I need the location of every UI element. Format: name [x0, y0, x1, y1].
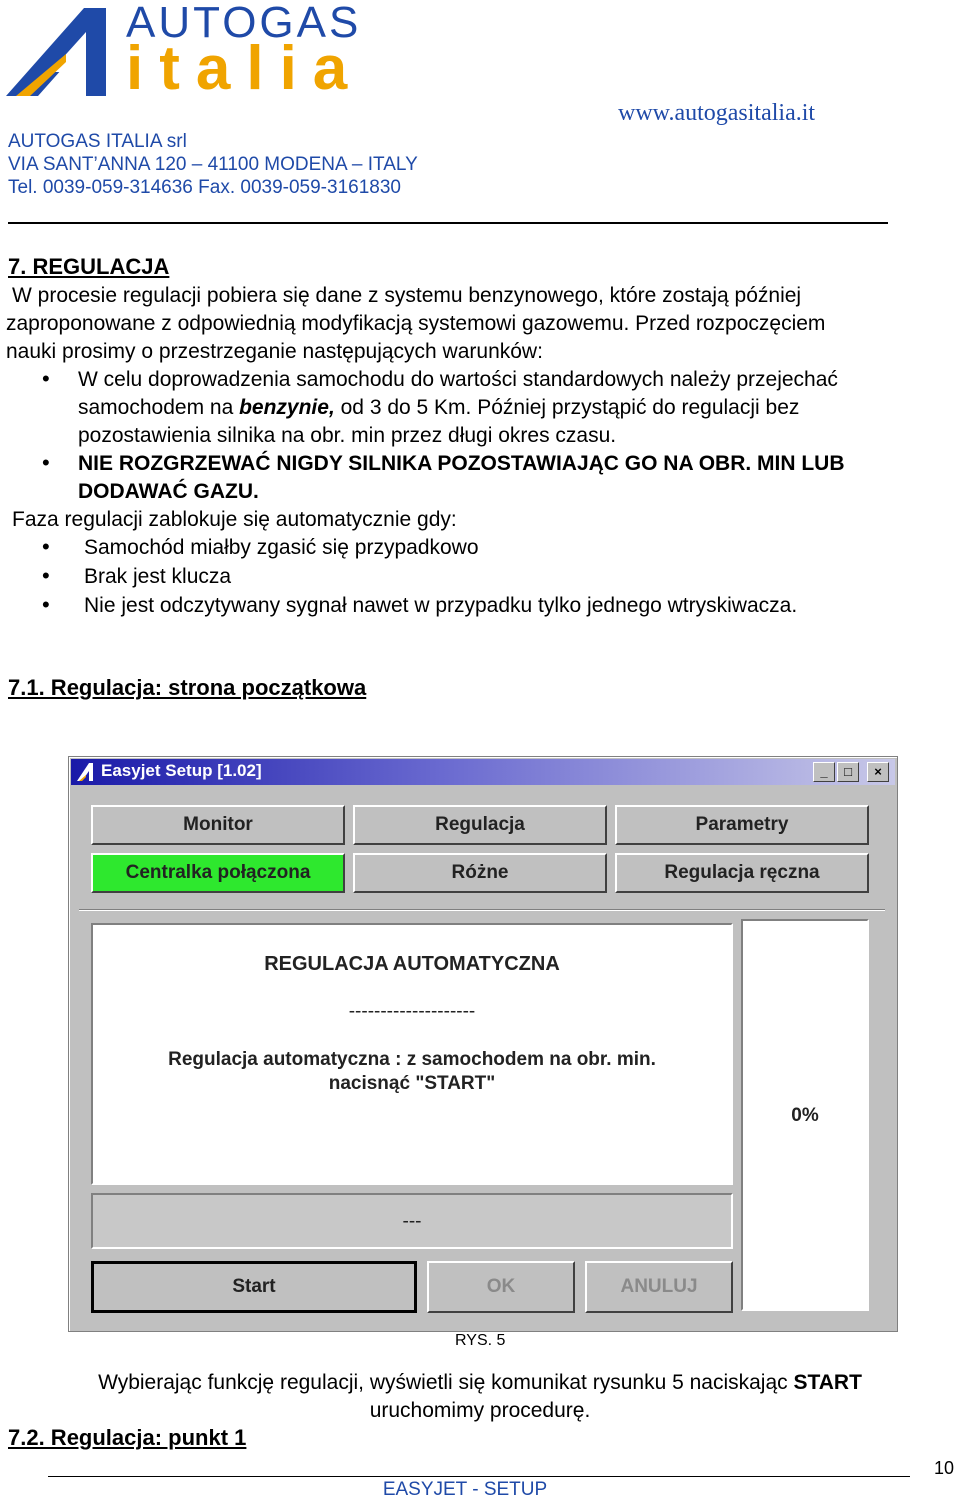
app-icon [77, 763, 97, 781]
ok-button[interactable]: OK [427, 1261, 575, 1313]
text-run: Wybierając funkcję regulacji, wyświetli się komunikat rysunku 5 naciskając [98, 1371, 794, 1394]
panel-title: REGULACJA AUTOMATYCZNA [264, 953, 560, 975]
section-heading: 7. REGULACJA [8, 254, 170, 279]
text-run: od 3 do 5 Km. Później przystąpić do regulacji bez [334, 396, 800, 419]
status-centralka: Centralka połączona [91, 853, 345, 893]
list-item: Samochód miałby zgasić się przypadkowo [84, 536, 479, 559]
status-field [91, 1193, 733, 1249]
list-item-warning [78, 450, 958, 506]
progress-panel [741, 919, 869, 1311]
message-panel [91, 923, 733, 1185]
explanation-line [0, 1369, 960, 1397]
tab-parametry[interactable]: Parametry [615, 805, 869, 845]
company-line: AUTOGAS ITALIA srl [8, 131, 187, 152]
list-item-line: DODAWAĆ GAZU. [78, 480, 259, 503]
status-text: --- [402, 1211, 422, 1232]
list-item: Brak jest klucza [84, 565, 232, 588]
page-number: 10 [934, 1458, 955, 1478]
panel-message: Regulacja automatyczna : z samochodem na obr. min. [168, 1049, 656, 1070]
list-item [78, 366, 958, 450]
website-link[interactable]: www.autogasitalia.it [618, 100, 816, 126]
subsection-heading: 7.2. Regulacja: punkt 1 [8, 1425, 247, 1450]
list-item-line: NIE ROZGRZEWAĆ NIGDY SILNIKA POZOSTAWIAJĄC GO NA OBR. MIN LUB [78, 452, 845, 475]
company-address [8, 130, 418, 199]
window-separator [79, 909, 885, 911]
bullet-icon: • [42, 534, 50, 559]
tab-monitor[interactable]: Monitor [91, 805, 345, 845]
company-line: VIA SANT’ANNA 120 – 41100 MODENA – ITALY [8, 154, 418, 175]
header-divider [8, 222, 888, 224]
footer-label: EASYJET - SETUP [382, 1479, 548, 1500]
minimize-button[interactable]: _ [813, 762, 835, 782]
panel-message-cont: nacisnąć "START" [328, 1073, 496, 1094]
list-item-line: W celu doprowadzenia samochodu do wartości standardowych należy przejechać [78, 368, 838, 391]
footer-divider [48, 1476, 910, 1477]
logo-a-mark-icon [6, 2, 136, 98]
logo-text-italia: italia [126, 34, 364, 103]
list-item: Nie jest odczytywany sygnał nawet w przypadku tylko jednego wtryskiwacza. [84, 594, 798, 617]
close-button[interactable]: × [867, 762, 889, 782]
bullet-icon: • [42, 366, 50, 391]
logo-text-autogas: AUTOGAS [126, 0, 362, 47]
intro-line: zaproponowane z odpowiednią modyfikacją systemowi gazowemu. Przed rozpoczęciem [6, 312, 826, 335]
company-logo [6, 0, 426, 103]
bullet-icon: • [42, 450, 50, 475]
tab-rozne[interactable]: Różne [353, 853, 607, 893]
easyjet-setup-window [68, 756, 898, 1332]
panel-dashes: -------------------- [348, 1001, 476, 1022]
emphasis-start: START [793, 1371, 862, 1394]
figure-explanation [0, 1369, 960, 1425]
list-item-line [78, 394, 958, 422]
intro-line: W procesie regulacji pobiera się dane z systemu benzynowego, które zostają później [12, 284, 802, 307]
bullet-icon: • [42, 592, 50, 617]
lock-intro: Faza regulacji zablokuje się automatycznie gdy: [12, 508, 457, 531]
cancel-button[interactable]: ANULUJ [585, 1261, 733, 1313]
intro-line: nauki prosimy o przestrzeganie następujących warunków: [6, 340, 543, 363]
window-titlebar[interactable] [71, 759, 895, 785]
company-line: Tel. 0039-059-314636 Fax. 0039-059-3161830 [8, 177, 401, 198]
list-item-line: pozostawienia silnika na obr. min przez długi okres czasu. [78, 424, 617, 447]
figure-caption: RYS. 5 [455, 1332, 506, 1349]
emphasis-benzynie: benzynie, [239, 396, 335, 419]
intro-paragraph-cont [6, 310, 956, 366]
explanation-line: uruchomimy procedurę. [369, 1399, 591, 1422]
intro-paragraph [12, 282, 957, 310]
tab-regulacja[interactable]: Regulacja [353, 805, 607, 845]
progress-label: 0% [791, 1105, 819, 1126]
text-run: samochodem na [78, 396, 240, 419]
start-button[interactable]: Start [91, 1261, 417, 1313]
window-title: Easyjet Setup [1.02] [101, 761, 262, 780]
bullet-icon: • [42, 563, 50, 588]
maximize-button[interactable]: □ [837, 762, 859, 782]
tab-regulacja-reczna[interactable]: Regulacja ręczna [615, 853, 869, 893]
subsection-heading: 7.1. Regulacja: strona początkowa [8, 675, 367, 700]
